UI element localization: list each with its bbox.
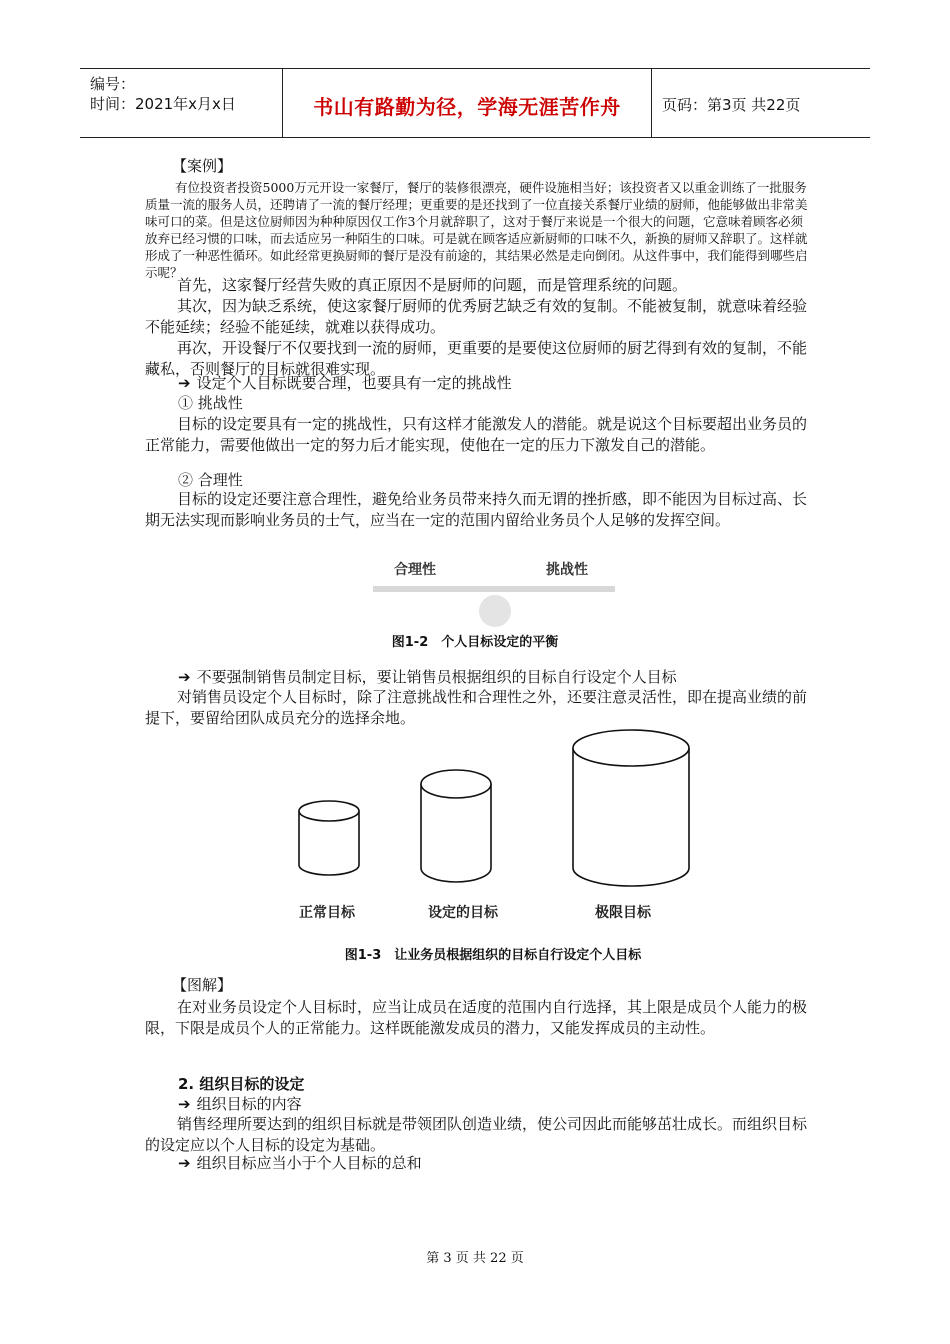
cylinder-label-normal: 正常目标 [299, 905, 355, 921]
header-meta-cell [80, 69, 283, 137]
balance-right-label: 挑战性 [546, 562, 588, 578]
cylinder-label-limit: 极限目标 [595, 905, 651, 921]
arrow-icon: ➔ [178, 1095, 191, 1113]
paragraph-second: 其次，因为缺乏系统，使这家餐厅厨师的优秀厨艺缺乏有效的复制。不能被复制，就意味着经验不能延续；经验不能延续，就难以获得成功。 [145, 297, 808, 336]
balance-beam [373, 586, 615, 592]
bullet-text: 组织目标的内容 [196, 1095, 302, 1113]
diagram-title: 【图解】 [172, 976, 233, 994]
cylinder-label-set: 设定的目标 [428, 905, 498, 921]
balance-fulcrum [479, 595, 511, 627]
page-header [80, 68, 870, 138]
bullet-org-less [178, 1153, 843, 1174]
paragraph-diagram: 在对业务员设定个人目标时，应当让成员在适度的范围内自行选择，其上限是成员个人能力的极限，下限是成员个人的正常能力。这样既能激发成员的潜力，又能发挥成员的主动性。 [145, 998, 808, 1037]
cylinder-limit [573, 730, 689, 886]
page-footer: 第 3 页 共 22 页 [426, 1251, 524, 1266]
heading-reasonable: ② 合理性 [178, 471, 243, 489]
document-date-label: 时间：2021年x月x日 [90, 95, 236, 113]
arrow-icon: ➔ [178, 668, 191, 686]
heading-challenge: ① 挑战性 [178, 394, 243, 412]
section-2-heading: 2. 组织目标的设定 [178, 1075, 305, 1093]
header-motto-cell [283, 69, 652, 137]
bullet-text: 不要强制销售员制定目标，要让销售员根据组织的目标自行设定个人目标 [196, 668, 677, 686]
paragraph-reasonable: 目标的设定还要注意合理性，避免给业务员带来持久而无谓的挫折感，即不能因为目标过高、长期无法实现而影响业务员的士气，应当在一定的范围内留给业务员个人足够的发挥空间。 [145, 490, 808, 529]
paragraph-challenge: 目标的设定要具有一定的挑战性，只有这样才能激发人的潜能。就是说这个目标要超出业务员的正常能力，需要他做出一定的努力后才能实现，使他在一定的压力下激发自己的潜能。 [145, 415, 808, 454]
bullet-reasonable-challenging [178, 373, 843, 394]
document-number-label: 编号： [90, 75, 136, 93]
cylinder-set [421, 770, 491, 882]
arrow-icon: ➔ [178, 374, 191, 392]
header-motto: 书山有路勤为径，学海无涯苦作舟 [313, 95, 621, 119]
figure-balance [370, 555, 620, 630]
cylinder-normal [299, 801, 359, 875]
paragraph-third: 再次，开设餐厅不仅要找到一流的厨师，更重要的是要使这位厨师的厨艺得到有效的复制，不能藏私，否则餐厅的目标就很难实现。 [145, 339, 808, 378]
paragraph-first: 首先，这家餐厅经营失败的真正原因不是厨师的问题，而是管理系统的问题。 [177, 276, 688, 294]
paragraph-org-goal: 销售经理所要达到的组织目标就是带领团队创造业绩，使公司因此而能够茁壮成长。而组织目标的设定应以个人目标的设定为基础。 [145, 1115, 808, 1154]
bullet-text: 组织目标应当小于个人目标的总和 [196, 1154, 422, 1172]
paragraph-flexibility: 对销售员设定个人目标时，除了注意挑战性和合理性之外，还要注意灵活性，即在提高业绩的前提下，要留给团队成员充分的选择余地。 [145, 688, 808, 727]
arrow-icon: ➔ [178, 1154, 191, 1172]
header-page-cell [652, 69, 870, 137]
balance-left-label: 合理性 [394, 562, 436, 578]
bullet-org-content [178, 1094, 843, 1115]
bullet-no-force [178, 667, 843, 688]
figure-1-3-caption: 图1-3 让业务员根据组织的目标自行设定个人目标 [344, 948, 642, 963]
bullet-text: 设定个人目标既要合理，也要具有一定的挑战性 [196, 374, 512, 392]
header-page-number: 页码：第3页 共22页 [662, 96, 801, 114]
case-text: 有位投资者投资5000万元开设一家餐厅，餐厅的装修很漂亮，硬件设施相当好；该投资者又以重金训练了一批服务质量一流的服务人员，还聘请了一流的餐厅经理；更重要的是还找到了一位直接关系餐厅业绩的厨师，他能够做出非常美味可口的菜。但是这位厨师因为种种原因仅工作3个月就辞职了，这对于餐厅来说是一个很大的问题，它意味着顾客必须放弃已经习惯的口味，而去适应另一种陌生的口味。可是就在顾客适应新厨师的口味不久，新换的厨师又辞职了。这样就形成了一种恶性循环。如此经常更换厨师的餐厅是没有前途的，其结果必然是走向倒闭。从这件事中，我们能得到哪些启示呢？ [145, 180, 808, 280]
case-title: 【案例】 [172, 157, 233, 175]
figure-1-2-caption: 图1-2 个人目标设定的平衡 [391, 635, 559, 650]
